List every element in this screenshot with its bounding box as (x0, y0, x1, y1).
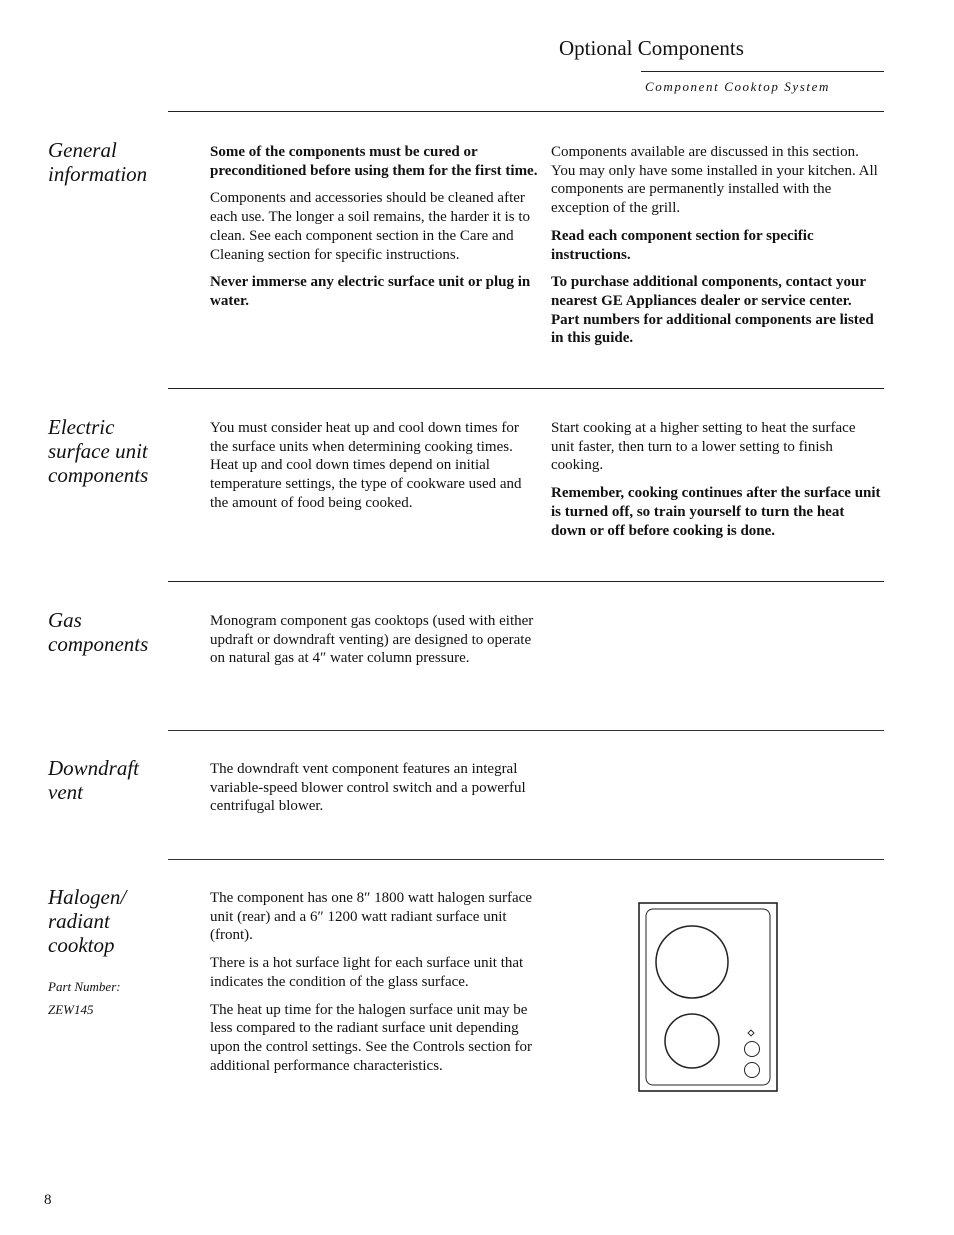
section-electric-right-column (551, 419, 881, 549)
section-general-right-column (551, 143, 881, 357)
section-divider (168, 859, 884, 860)
section-general-left-column (210, 143, 540, 320)
paragraph: Start cooking at a higher setting to heat the surface unit faster, then turn to a lower setting to finish cooking. (551, 420, 856, 474)
section-divider (168, 581, 884, 582)
paragraph: Monogram component gas cooktops (used with either updraft or downdraft venting) are designed to operate on natural gas at 4″ water column pressure. (210, 613, 534, 667)
page-subtitle: Component Cooktop System (645, 79, 830, 94)
paragraph: Some of the components must be cured or preconditioned before using them for the first time. (210, 144, 538, 179)
section-halogen-left-column (210, 889, 540, 1084)
section-divider (168, 111, 884, 112)
paragraph: Remember, cooking continues after the surface unit is turned off, so train yourself to turn the heat down or off before cooking is done. (551, 485, 881, 539)
section-title-electric-surface-unit: Electric surface unit components (48, 415, 149, 487)
page-number: 8 (44, 1192, 52, 1208)
paragraph: The component has one 8″ 1800 watt halogen surface unit (rear) and a 6″ 1200 watt radiant surface unit (front). (210, 890, 532, 944)
section-title-halogen-radiant-cooktop: Halogen/ radiant cooktop (48, 885, 127, 957)
halogen-radiant-cooktop-icon (638, 902, 780, 1099)
paragraph: Never immerse any electric surface unit or plug in water. (210, 274, 531, 309)
section-downdraft-left-column (210, 760, 540, 825)
paragraph: The heat up time for the halogen surface unit may be less compared to the radiant surface unit depending upon the control settings. See the Controls section for additional performance characteristics. (210, 1001, 533, 1074)
paragraph: There is a hot surface light for each surface unit that indicates the condition of the glass surface. (210, 955, 524, 990)
paragraph: Components and accessories should be cleaned after each use. The longer a soil remains, the harder it is to clean. See each component section in the Care and Cleaning section for specific instructions. (210, 190, 531, 263)
paragraph: You must consider heat up and cool down times for the surface units when determining cooking times. Heat up and cool down times depend on initial temperature settings, the type of cookware used and the amount of food being cooked. (210, 420, 522, 511)
section-title-general-information: General information (48, 138, 148, 186)
section-divider (168, 730, 884, 731)
header-divider (641, 71, 884, 72)
paragraph: To purchase additional components, contact your nearest GE Appliances dealer or service center. Part numbers for additional components are listed in this guide. (551, 274, 874, 347)
section-title-gas-components: Gas components (48, 608, 149, 656)
paragraph: Components available are discussed in this section. You may only have some installed in your kitchen. All components are permanently installed with the exception of the grill. (551, 144, 878, 217)
part-number-value: ZEW145 (48, 1002, 94, 1017)
paragraph: The downdraft vent component features an integral variable-speed blower control switch and a powerful centrifugal blower. (210, 761, 526, 815)
section-divider (168, 388, 884, 389)
paragraph: Read each component section for specific instructions. (551, 227, 814, 263)
section-electric-left-column (210, 419, 540, 522)
section-gas-left-column (210, 612, 540, 677)
part-number-label: Part Number: (48, 979, 121, 994)
page-title: Optional Components (559, 36, 744, 60)
section-title-downdraft-vent: Downdraft vent (48, 756, 140, 804)
